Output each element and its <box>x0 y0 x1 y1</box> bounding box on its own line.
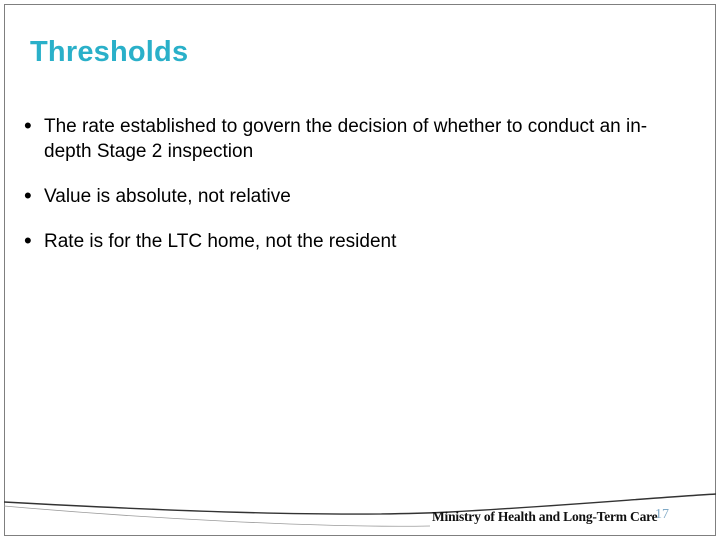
bullet-item-1 <box>22 114 662 164</box>
bullet-marker: • <box>24 113 32 138</box>
ministry-name: Ministry of Health and Long-Term Care <box>432 509 658 524</box>
bullet-item-2 <box>22 184 662 209</box>
bullet-item-3 <box>22 229 662 254</box>
bullet-text: The rate established to govern the decision of whether to conduct an in-depth Stage 2 inspection <box>44 116 648 162</box>
bullet-marker: • <box>24 228 32 253</box>
bullet-list <box>22 114 662 274</box>
slide-title: Thresholds <box>30 36 189 68</box>
bullet-text: Value is absolute, not relative <box>44 186 291 207</box>
bullet-marker: • <box>24 183 32 208</box>
bullet-text: Rate is for the LTC home, not the resident <box>44 231 397 252</box>
page-number: 17 <box>655 507 669 522</box>
